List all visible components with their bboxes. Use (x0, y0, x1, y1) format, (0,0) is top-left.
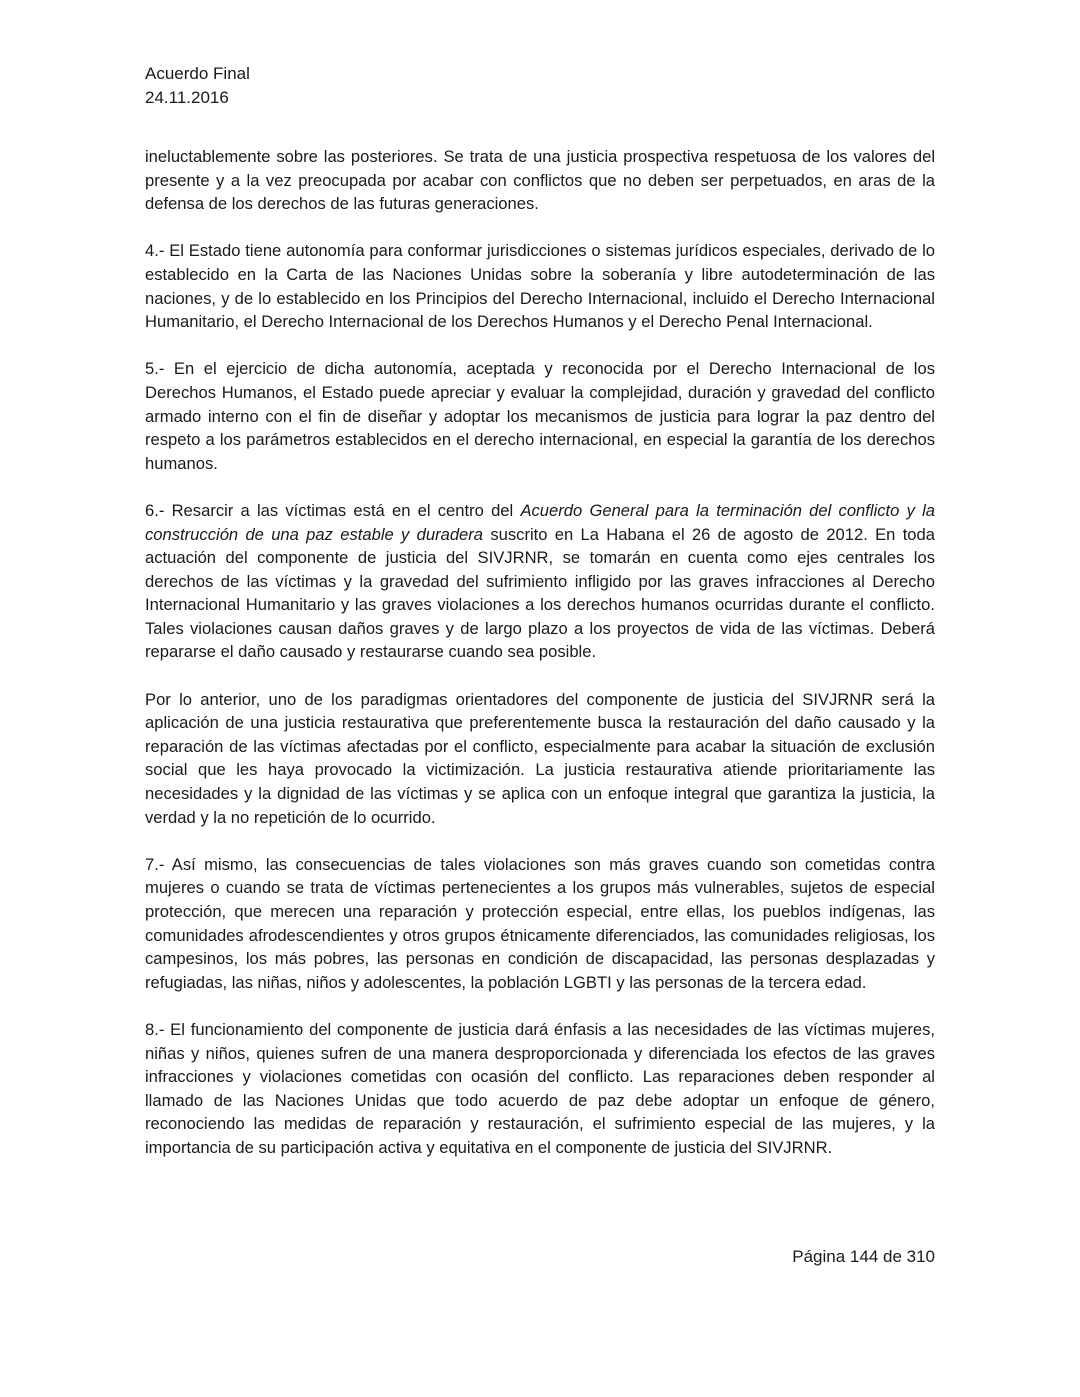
paragraph-restorative-justice: Por lo anterior, uno de los paradigmas orientadores del componente de justicia del SIVJRNR será la aplicación de una justicia restaurativa que preferentemente busca la restauración del daño causado y la reparación de las víctimas afectadas por el conflicto, especialmente para acabar la situación de exclusión social que les haya provocado la victimización. La justicia restaurativa atiende prioritariamente las necesidades y la dignidad de las víctimas y se aplica con un enfoque integral que garantiza la justicia, la verdad y la no repetición de lo ocurrido. (145, 689, 935, 827)
page-number: Página 144 de 310 (792, 1247, 935, 1266)
document-body (145, 145, 935, 1160)
paragraph-point-6-agreement-title: Acuerdo General para la terminación del conflicto y la construcción de una paz estable y duradera (145, 500, 936, 544)
document-title: Acuerdo Final (145, 64, 250, 83)
paragraph-point-5: 5.- En el ejercicio de dicha autonomía, aceptada y reconocida por el Derecho Internacional de los Derechos Humanos, el Estado puede apreciar y evaluar la complejidad, duración y gravedad del conflicto armado interno con el fin de diseñar y adoptar los mecanismos de justicia para lograr la paz dentro del respeto a los parámetros establecidos en el derecho internacional, en especial la garantía de los derechos humanos. (145, 359, 935, 473)
page-header (145, 62, 250, 110)
paragraph-point-7: 7.- Así mismo, las consecuencias de tales violaciones son más graves cuando son cometidas contra mujeres o cuando se trata de víctimas pertenecientes a los grupos más vulnerables, sujetos de especial protección, que merecen una reparación y protección especial, entre ellas, los pueblos indígenas, las comunidades afrodescendientes y otros grupos étnicamente diferenciados, las comunidades religiosas, los campesinos, los más pobres, las personas en condición de discapacidad, las personas desplazadas y refugiadas, las niñas, niños y adolescentes, la población LGBTI y las personas de la tercera edad. (145, 854, 935, 992)
paragraph-point-6-rest: suscrito en La Habana el 26 de agosto de 2012. En toda actuación del componente de justicia del SIVJRNR, se tomarán en cuenta como ejes centrales los derechos de las víctimas y la gravedad del sufrimiento infligido por las graves infracciones al Derecho Internacional Humanitario y las graves violaciones a los derechos humanos ocurridas durante el conflicto. Tales violaciones causan daños graves y de largo plazo a los proyectos de vida de las víctimas. Deberá repararse el daño causado y restaurarse cuando sea posible. (145, 524, 935, 662)
paragraph-point-4: 4.- El Estado tiene autonomía para conformar jurisdicciones o sistemas jurídicos especiales, derivado de lo establecido en la Carta de las Naciones Unidas sobre la soberanía y libre autodeterminación de las naciones, y de lo establecido en los Principios del Derecho Internacional, incluido el Derecho Internacional Humanitario, el Derecho Internacional de los Derechos Humanos y el Derecho Penal Internacional. (145, 241, 935, 332)
paragraph-point-6 (145, 499, 935, 664)
document-date: 24.11.2016 (145, 88, 229, 107)
paragraph-point-6-intro: 6.- Resarcir a las víctimas está en el centro del (145, 500, 521, 520)
paragraph-continuation: ineluctablemente sobre las posteriores. Se trata de una justicia prospectiva respetuosa de los valores del presente y a la vez preocupada por acabar con conflictos que no deben ser perpetuados, en aras de la defensa de los derechos de las futuras generaciones. (145, 147, 935, 214)
paragraph-point-8: 8.- El funcionamiento del componente de justicia dará énfasis a las necesidades de las víctimas mujeres, niñas y niños, quienes sufren de una manera desproporcionada y diferenciada los efectos de las graves infracciones y violaciones cometidas con ocasión del conflicto. Las reparaciones deben responder al llamado de las Naciones Unidas que todo acuerdo de paz debe adoptar un enfoque de género, reconociendo las medidas de reparación y restauración, el sufrimiento especial de las mujeres, y la importancia de su participación activa y equitativa en el componente de justicia del SIVJRNR. (145, 1019, 935, 1157)
